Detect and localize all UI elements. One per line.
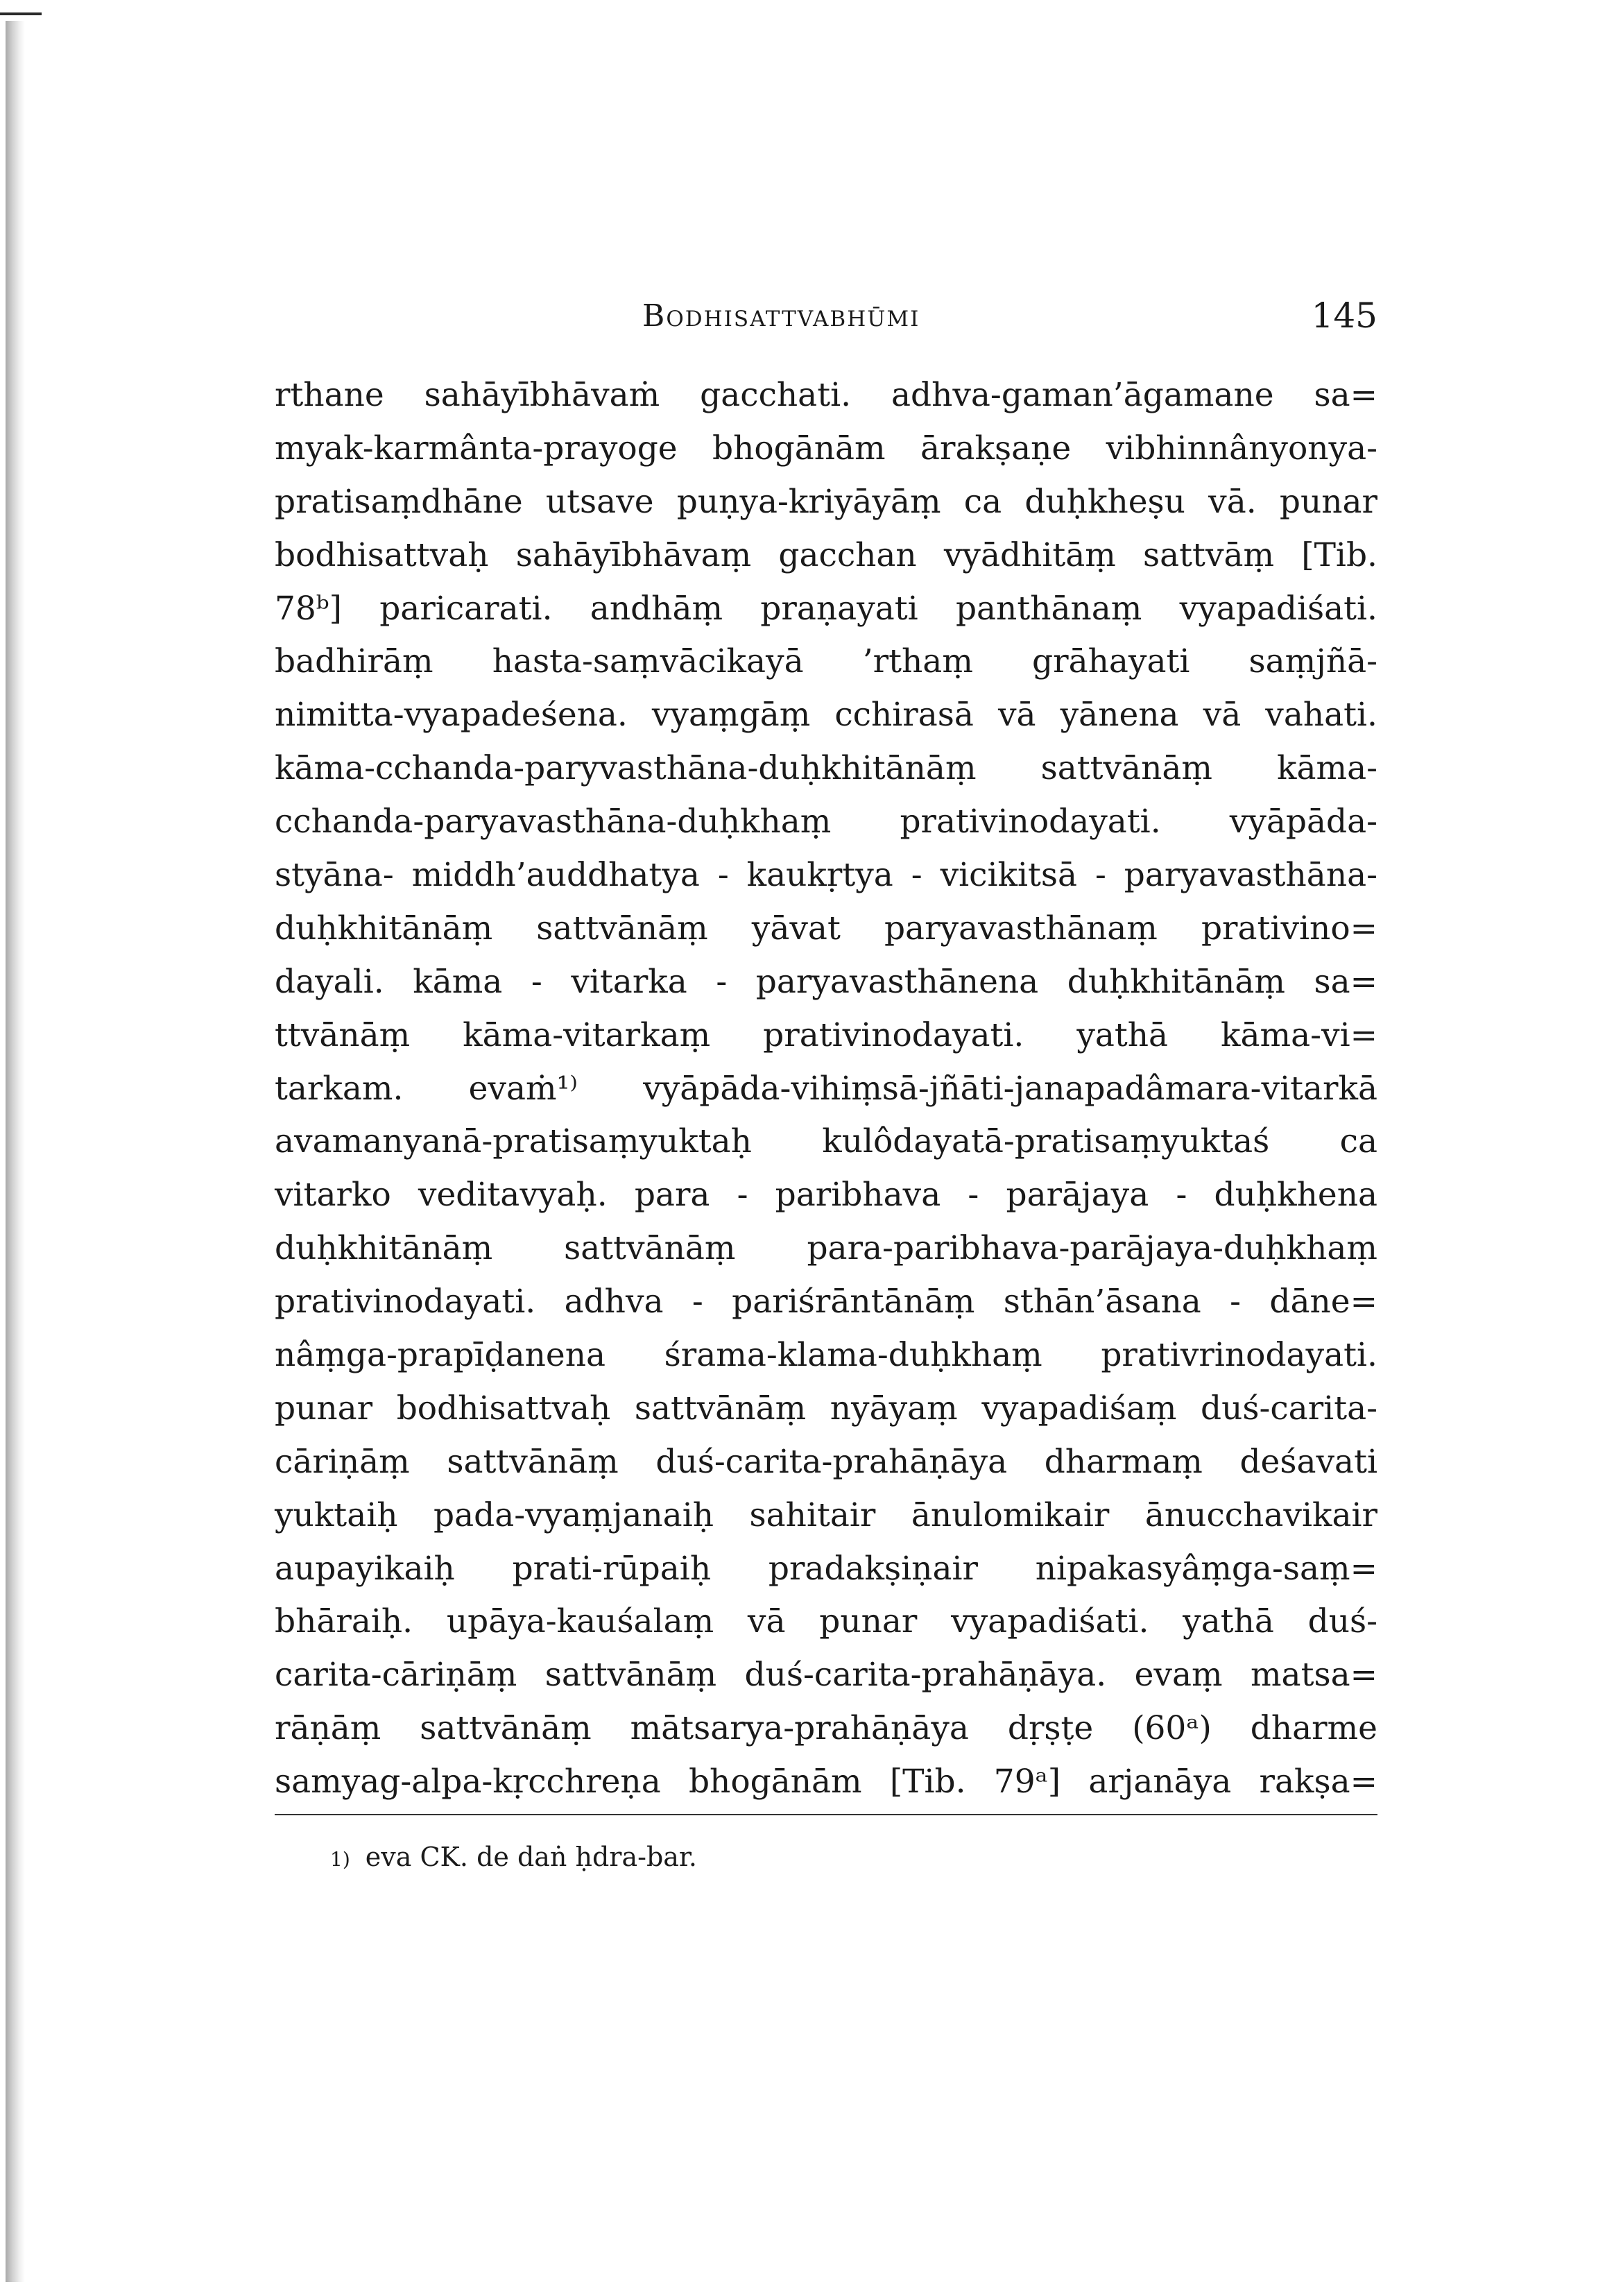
binding-mark [0,12,42,15]
text-line: bhāraiḥ. upāya-kauśalaṃ vā punar vyapadiśati. yathā duś- [275,1602,1377,1641]
text-line: rthane sahāyībhāvaṁ gacchati. adhva-gaman’āgamane sa= [275,376,1377,414]
text-line: kāma-cchanda-paryvasthāna-duḥkhitānāṃ sattvānāṃ kāma- [275,749,1377,788]
footnote-marker: 1) [330,1848,350,1871]
text-line: cāriṇāṃ sattvānāṃ duś-carita-prahāṇāya dharmaṃ deśavati [275,1442,1377,1481]
running-head: Bodhisattvabhūmi [642,298,920,334]
text-line: cchanda-paryavasthāna-duḥkhaṃ prativinodayati. vyāpāda- [275,803,1377,841]
text-line: rāṇāṃ sattvānāṃ mātsarya-prahāṇāya dṛṣṭe (60ᵃ) dharme [275,1709,1377,1748]
text-line: samyag-alpa-kṛcchreṇa bhogānām [Tib. 79ᵃ] arjanāya rakṣa= [275,1763,1377,1801]
text-line: dayali. kāma - vitarka - paryavasthānena duḥkhitānāṃ sa= [275,962,1377,1001]
text-line: avamanyanā-pratisaṃyuktaḥ kulôdayatā-pratisaṃyuktaś ca [275,1122,1377,1161]
page-header [275,291,1377,347]
text-line: punar bodhisattvaḥ sattvānāṃ nyāyaṃ vyapadiśaṃ duś-carita- [275,1389,1377,1428]
text-line: carita-cāriṇāṃ sattvānāṃ duś-carita-prahāṇāya. evaṃ matsa= [275,1656,1377,1695]
book-binding-edge [6,21,25,2282]
text-line: pratisaṃdhāne utsave puṇya-kriyāyāṃ ca duḥkheṣu vā. punar [275,482,1377,521]
text-line: vitarko veditavyaḥ. para - paribhava - parājaya - duḥkhena [275,1176,1377,1215]
text-line: duḥkhitānāṃ sattvānāṃ para-paribhava-parājaya-duḥkhaṃ [275,1229,1377,1268]
text-line: bodhisattvaḥ sahāyībhāvaṃ gacchan vyādhitāṃ sattvāṃ [Tib. [275,536,1377,574]
text-line: tarkam. evaṁ¹⁾ vyāpāda-vihiṃsā-jñāti-janapadâmara-vitarkā [275,1069,1377,1108]
text-line: 78ᵇ] paricarati. andhāṃ praṇayati panthānaṃ vyapadiśati. [275,589,1377,628]
text-line: prativinodayati. adhva - pariśrāntānāṃ sthān’āsana - dāne= [275,1283,1377,1321]
text-line: duḥkhitānāṃ sattvānāṃ yāvat paryavasthānaṃ prativino= [275,909,1377,948]
text-line: ttvānāṃ kāma-vitarkaṃ prativinodayati. yathā kāma-vi= [275,1016,1377,1054]
text-line: badhirāṃ hasta-saṃvācikayā ’rthaṃ grāhayati saṃjñā- [275,642,1377,681]
text-line: nâṃga-prapīḍanena śrama-klama-duḥkhaṃ prativrinodayati. [275,1336,1377,1375]
footnote-divider [275,1814,1377,1815]
text-line: myak-karmânta-prayoge bhogānām ārakṣaṇe vibhinnânyonya- [275,429,1377,468]
page-number: 145 [1311,295,1377,336]
text-line: styāna- middh’auddhatya - kaukṛtya - vicikitsā - paryavasthāna- [275,856,1377,895]
text-line: yuktaiḥ pada-vyaṃjanaiḥ sahitair ānulomikair ānucchavikair [275,1496,1377,1534]
body-text [275,369,1377,1809]
footnote [330,1842,697,1872]
text-line: nimitta-vyapadeśena. vyaṃgāṃ cchirasā vā yānena vā vahati. [275,696,1377,735]
text-line: aupayikaiḥ prati-rūpaiḥ pradakṣiṇair nipakasyâṃga-saṃ= [275,1549,1377,1588]
footnote-text: eva CK. de daṅ ḥdra-bar. [365,1842,697,1872]
